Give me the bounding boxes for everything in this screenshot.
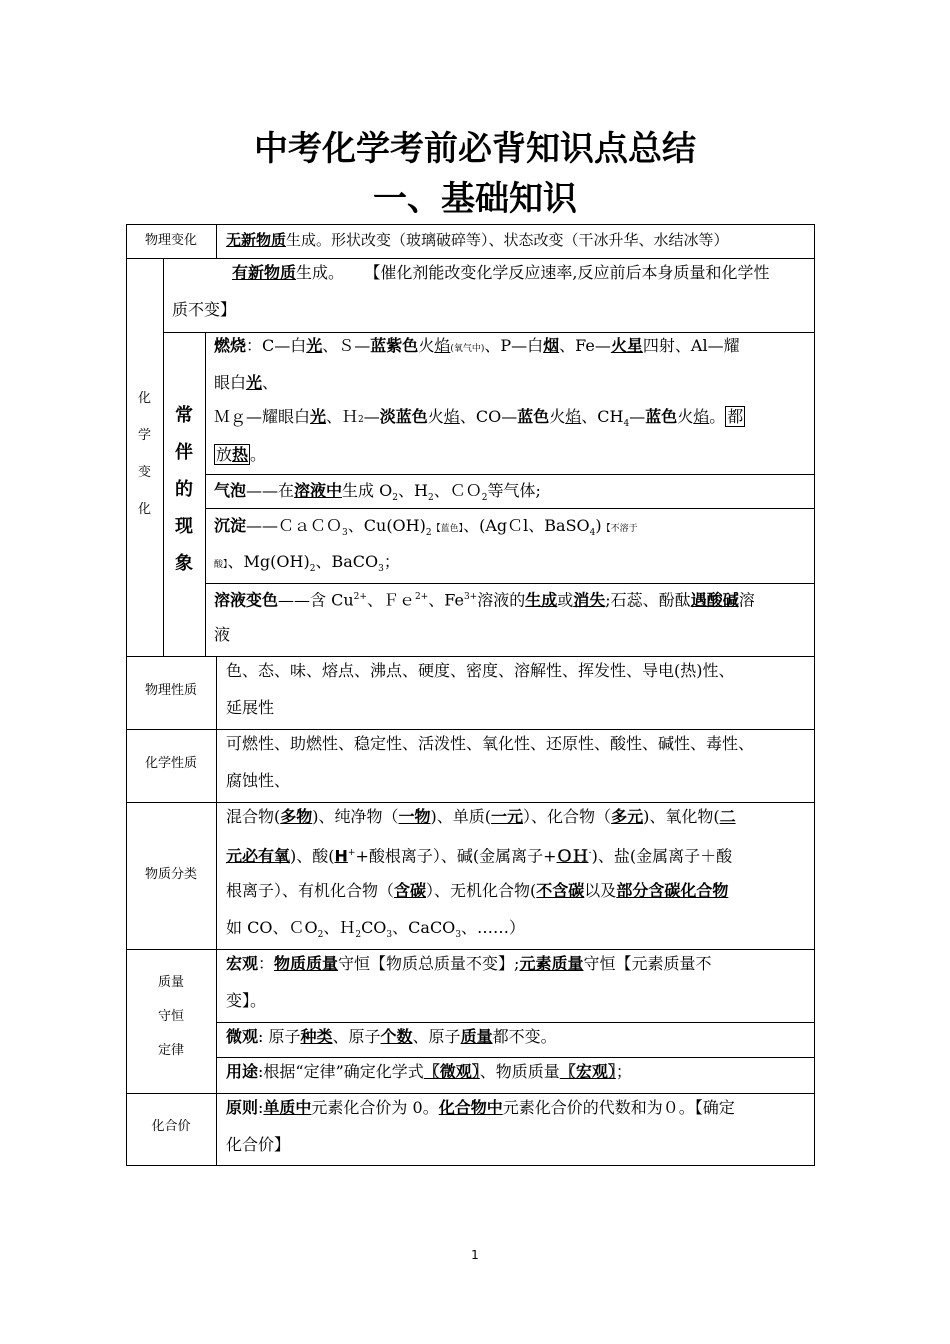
chemical-property-line-1: 可燃性、助燃性、稳定性、活泼性、氧化性、还原性、酸性、碱性、毒性、 [226, 734, 755, 753]
chemical-change-text: 有新物质生成。 【催化剂能改变化学反应速率,反应前后本身质量和化学性 [232, 263, 770, 282]
physical-property-line-2: 延展性 [226, 698, 275, 717]
label-physical-change: 物理变化 [144, 233, 197, 248]
macro-line-1: 宏观：物质质量守恒【物质总质量不变】;元素质量守恒【元素质量不 [226, 954, 712, 973]
valence-line-2: 化合价】 [226, 1135, 291, 1154]
col-divider [205, 332, 206, 656]
classification-line-2: 元必有氧)、酸(H++酸根离子）、碱(金属离子+ＯＨ-)、盐(金属离子＋酸 [226, 846, 733, 866]
color-change-line-1: 溶液变色——含 $Cu^{2+}$、Ｆｅ$^{2+}$、$Fe^{3+}$溶液的生成或消失;石蕊、酚酞遇酸碱溶 [214, 590, 755, 610]
chemical-change-text-cont: 质不变】 [172, 300, 237, 319]
burning-line-3: Ｍｇ—耀眼白光、Ｈ2—淡蓝色火焰、CO—蓝色火焰、$CH_4—$蓝色火焰。 都 [214, 407, 744, 430]
label-classification: 物质分类 [144, 867, 197, 882]
bubble-text: 气泡——在溶液中生成 $O_2$、$H_2$、ＣＯ$_2$等气体; [214, 481, 541, 504]
chemical-property-line-2: 腐蚀性、 [226, 771, 291, 790]
col-divider [216, 224, 217, 258]
precipitate-line-2: 酸】、$Mg(OH)_2$、BaCO$_3$； [214, 552, 400, 575]
use-line: 用途:根据“定律”确定化学式〖微观〗、物质质量〖宏观〗； [226, 1062, 632, 1081]
valence-line-1: 原则:单质中元素化合价为 0。化合物中元素化合价的代数和为０。【确定 [226, 1098, 735, 1117]
precipitate-line-1: 沉淀——ＣａＣＯ$_3$、$Cu(OH)_2$【蓝色】、(AgＣl、BaSO$_4$)【不溶于 [214, 516, 638, 539]
color-change-line-2: 液 [214, 625, 231, 644]
classification-line-1: 混合物(多物)、纯净物（一物)、单质(一元）、化合物（多元)、氧化物(二 [226, 807, 736, 826]
label-physical-property: 物理性质 [144, 683, 197, 698]
burning-line-2: 眼白光、 [214, 373, 279, 392]
classification-line-3: 根离子）、有机化合物（含碳）、无机化合物(不含碳以及部分含碳化合物 [226, 881, 729, 900]
macro-line-2: 变】。 [226, 991, 267, 1010]
label-valence: 化合价 [151, 1119, 191, 1134]
burning-line-4: 放热 。 [216, 445, 267, 464]
col-divider [216, 656, 217, 1166]
label-chemical-property: 化学性质 [144, 756, 197, 771]
burning-line-1: 燃烧：C—白光、Ｓ—蓝紫色火焰(氧气中)、P—白烟、Fe—火星四射、Al—耀 [214, 336, 740, 355]
micro-line: 微观: 原子种类、原子个数、原子质量都不变。 [226, 1027, 557, 1046]
section-title: 一、基础知识 [373, 179, 577, 219]
classification-line-4: 如 CO、ＣO$_2$、$H_2CO_3$、CaCO$_3$、……） [226, 918, 526, 941]
physical-property-line-1: 色、态、味、熔点、沸点、硬度、密度、溶解性、挥发性、导电(热)性、 [226, 661, 735, 680]
physical-change-text: 无新物质生成。形状改变（玻璃破碎等）、状态改变（干冰升华、水结冰等） [226, 231, 729, 249]
page-number: 1 [471, 1248, 479, 1262]
page-title: 中考化学考前必背知识点总结 [254, 129, 696, 169]
